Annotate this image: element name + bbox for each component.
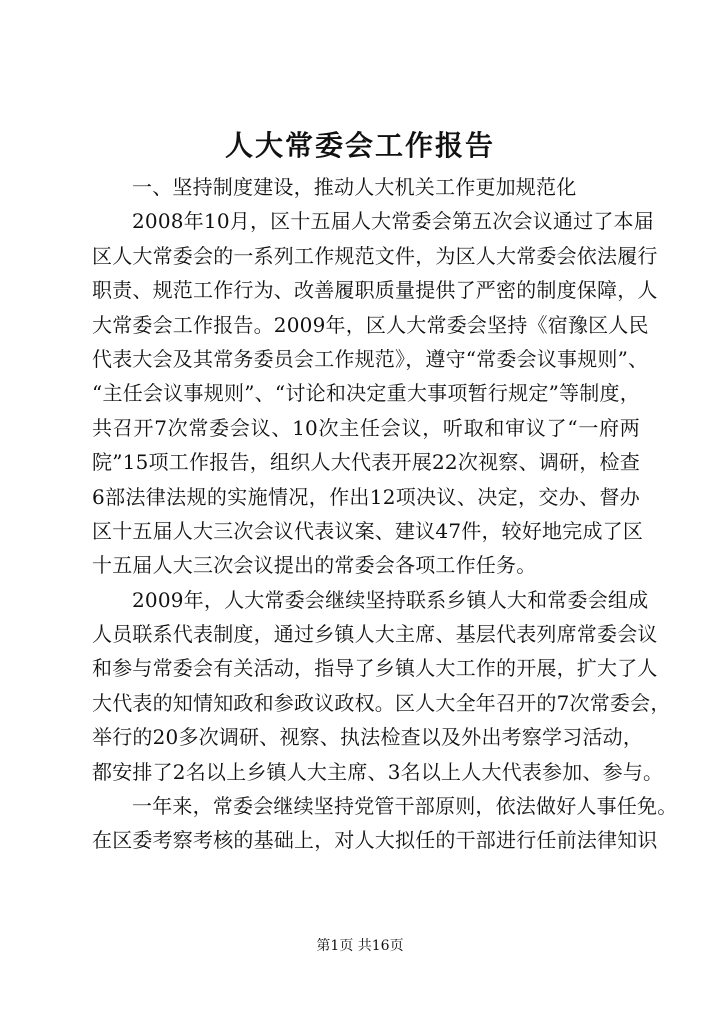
page-number: 第1页 共16页 <box>316 938 404 954</box>
document-body <box>92 170 678 858</box>
paragraph-line: 代表大会及其常务委员会工作规范》，遵守“常委会议事规则”、 <box>92 346 649 371</box>
paragraph-line: 区人大常委会的一系列工作规范文件，为区人大常委会依法履行 <box>92 243 658 268</box>
paragraph-line: 区十五届人大三次会议代表议案、建议47件，较好地完成了区 <box>92 518 644 543</box>
paragraph-line: 共召开7次常委会议、10次主任会议，听取和审议了“一府两 <box>92 415 640 440</box>
document-title: 人大常委会工作报告 <box>224 129 495 162</box>
paragraph-line: 人员联系代表制度，通过乡镇人大主席、基层代表列席常委会议 <box>92 622 658 647</box>
paragraph-line: 和参与常委会有关活动，指导了乡镇人大工作的开展，扩大了人 <box>92 656 658 681</box>
paragraph-line: 一年来，常委会继续坚持党管干部原则，依法做好人事任免。 <box>132 794 678 819</box>
paragraph-line: 2009年，人大常委会继续坚持联系乡镇人大和常委会组成 <box>132 587 649 612</box>
paragraph-line: 6部法律法规的实施情况，作出12项决议、决定，交办、督办 <box>92 484 640 509</box>
paragraph-line: 大代表的知情知政和参政议政权。区人大全年召开的7次常委会， <box>92 690 671 715</box>
section-heading: 一、坚持制度建设，推动人大机关工作更加规范化 <box>132 175 577 199</box>
paragraph-line: 十五届人大三次会议提出的常委会各项工作任务。 <box>92 553 537 578</box>
paragraph-line: “主任会议事规则”、“讨论和决定重大事项暂行规定”等制度， <box>92 381 640 406</box>
paragraph-line: 都安排了2名以上乡镇人大主席、3名以上人大代表参加、参与。 <box>92 759 664 784</box>
paragraph-line: 职责、规范工作行为、改善履职质量提供了严密的制度保障，人 <box>92 278 658 303</box>
paragraph-line: 在区委考察考核的基础上，对人大拟任的干部进行任前法律知识 <box>92 828 658 853</box>
paragraph-line: 院”15项工作报告，组织人大代表开展22次视察、调研，检查 <box>92 450 640 475</box>
paragraph-line: 举行的20多次调研、视察、执法检查以及外出考察学习活动， <box>92 725 644 750</box>
paragraph-line: 大常委会工作报告。2009年，区人大常委会坚持《宿豫区人民 <box>92 312 649 337</box>
paragraph-line: 2008年10月，区十五届人大常委会第五次会议通过了本届 <box>132 209 654 234</box>
